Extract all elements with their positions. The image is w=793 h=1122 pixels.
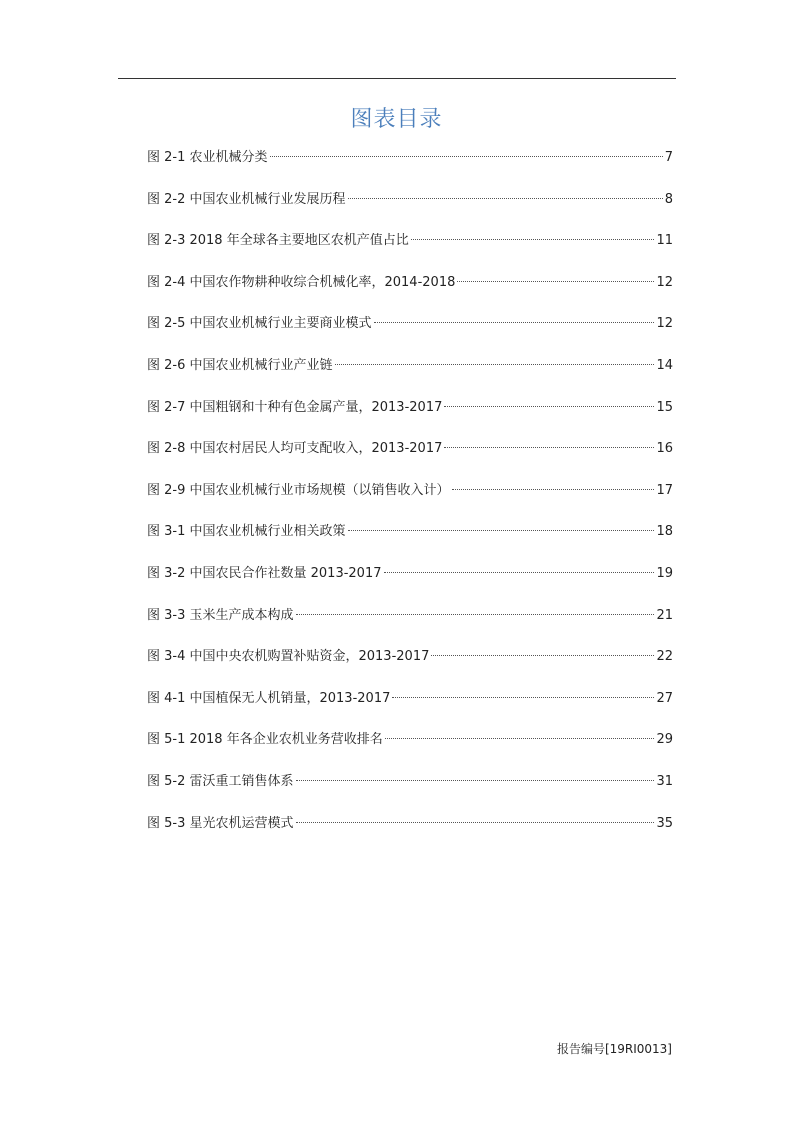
toc-entry-label: 图 2-8 中国农村居民人均可支配收入，2013-2017	[147, 441, 443, 457]
toc-leader-dots	[444, 447, 654, 448]
toc-entry-label: 图 2-3 2018 年全球各主要地区农机产值占比	[147, 233, 409, 249]
toc-entry-page: 11	[656, 233, 673, 249]
toc-leader-dots	[457, 281, 654, 282]
toc-leader-dots	[444, 406, 654, 407]
toc-leader-dots	[296, 614, 655, 615]
toc-leader-dots	[385, 738, 655, 739]
toc-entry[interactable]	[147, 314, 673, 356]
toc-entry-page: 35	[656, 815, 673, 831]
toc-entry-page: 12	[656, 316, 673, 332]
toc-entry-page: 31	[656, 773, 673, 789]
toc-leader-dots	[411, 239, 655, 240]
toc-entry-label: 图 2-7 中国粗钢和十种有色金属产量，2013-2017	[147, 399, 443, 415]
toc-entry[interactable]	[147, 190, 673, 232]
toc-entry-page: 14	[656, 357, 673, 373]
toc-entry-label: 图 3-2 中国农民合作社数量 2013-2017	[147, 565, 382, 581]
toc-entry-page: 22	[656, 649, 673, 665]
toc-entry-label: 图 4-1 中国植保无人机销量，2013-2017	[147, 690, 391, 706]
toc-entry-label: 图 5-1 2018 年各企业农机业务营收排名	[147, 732, 383, 748]
toc-leader-dots	[392, 697, 654, 698]
toc-entry-page: 7	[664, 150, 673, 165]
header-rule	[118, 78, 676, 79]
toc-leader-dots	[452, 489, 655, 490]
toc-entry-page: 29	[656, 732, 673, 748]
toc-leader-dots	[296, 822, 655, 823]
toc-entry[interactable]	[147, 564, 673, 606]
toc-entry-label: 图 2-6 中国农业机械行业产业链	[147, 357, 333, 373]
toc-entry[interactable]	[147, 772, 673, 814]
toc-entry-page: 8	[664, 191, 673, 207]
toc-entry-label: 图 5-3 星光农机运营模式	[147, 815, 294, 831]
toc-leader-dots	[348, 198, 663, 199]
toc-entry[interactable]	[147, 730, 673, 772]
toc-entry[interactable]	[147, 148, 673, 190]
toc-entry[interactable]	[147, 606, 673, 648]
toc-entry-label: 图 2-5 中国农业机械行业主要商业模式	[147, 316, 372, 332]
toc-leader-dots	[431, 655, 654, 656]
toc-entry[interactable]	[147, 231, 673, 273]
toc-entry-label: 图 5-2 雷沃重工销售体系	[147, 773, 294, 789]
toc-entry-label: 图 2-2 中国农业机械行业发展历程	[147, 191, 346, 207]
toc-entry-page: 19	[656, 565, 673, 581]
toc-entry[interactable]	[147, 273, 673, 315]
toc-entry[interactable]	[147, 522, 673, 564]
toc-entry[interactable]	[147, 439, 673, 481]
report-number: 报告编号[19RI0013]	[556, 1042, 672, 1056]
toc-entry[interactable]	[147, 481, 673, 523]
toc-leader-dots	[374, 322, 655, 323]
toc-entry-page: 18	[656, 524, 673, 540]
toc-entry-page: 17	[656, 482, 673, 498]
toc-leader-dots	[348, 530, 655, 531]
toc-entry[interactable]	[147, 356, 673, 398]
toc-entry-page: 12	[656, 274, 673, 290]
toc-entry[interactable]	[147, 689, 673, 731]
toc-entry-page: 16	[656, 441, 673, 457]
toc-entry-label: 图 2-1 农业机械分类	[147, 150, 268, 165]
toc-entry[interactable]	[147, 647, 673, 689]
toc-entry-label: 图 2-4 中国农作物耕种收综合机械化率，2014-2018	[147, 274, 456, 290]
toc-entry-label: 图 3-4 中国中央农机购置补贴资金，2013-2017	[147, 649, 430, 665]
toc-entry-label: 图 3-3 玉米生产成本构成	[147, 607, 294, 623]
toc-entry[interactable]	[147, 398, 673, 440]
toc-leader-dots	[384, 572, 655, 573]
toc-leader-dots	[270, 156, 663, 157]
toc-leader-dots	[335, 364, 655, 365]
toc-list	[147, 148, 673, 855]
toc-entry-page: 15	[656, 399, 673, 415]
toc-leader-dots	[296, 780, 655, 781]
toc-entry-label: 图 3-1 中国农业机械行业相关政策	[147, 524, 346, 540]
toc-entry[interactable]	[147, 814, 673, 856]
page-title: 图表目录	[350, 107, 443, 132]
toc-entry-label: 图 2-9 中国农业机械行业市场规模（以销售收入计）	[147, 482, 450, 498]
toc-entry-page: 27	[656, 690, 673, 706]
toc-entry-page: 21	[656, 607, 673, 623]
